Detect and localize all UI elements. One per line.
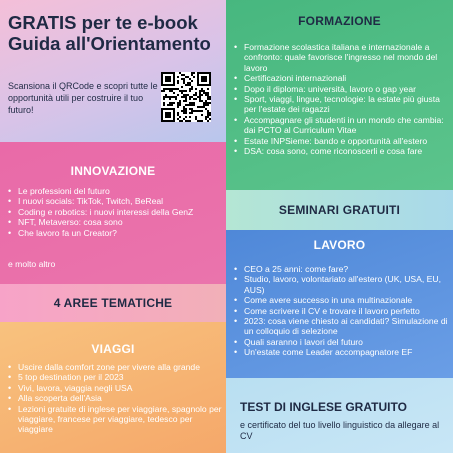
- test-title: TEST DI INGLESE GRATUITO: [240, 400, 407, 414]
- list-item: • Sport, viaggi, lingue, tecnologie: la estate più giusta per l'estate dei ragazzi: [234, 94, 452, 115]
- seminari-banner: [226, 190, 453, 230]
- list-item: • Lezioni gratuite di inglese per viaggiare, spagnolo per viaggiare, francese per viaggiare, tedesco per viaggiare: [8, 404, 223, 435]
- list-item: • Dopo il diploma: università, lavoro o gap year: [234, 84, 452, 94]
- list-item: • Come avere successo in una multinazionale: [234, 295, 452, 305]
- formazione-list: [234, 42, 452, 156]
- list-item: • DSA: cosa sono, come riconoscerli e cosa fare: [234, 146, 452, 156]
- formazione-panel: [226, 0, 453, 190]
- list-item: • Formazione scolastica italiana e internazionale a confronto: quale favorisce l'ingresso nel mondo del lavoro: [234, 42, 452, 73]
- list-item: • Studio, lavoro, volontariato all'estero (UK, USA, EU, AUS): [234, 274, 452, 295]
- innovazione-title: INNOVAZIONE: [70, 164, 156, 178]
- list-item: • Estate INPSieme: bando e opportunità all'estero: [234, 136, 452, 146]
- lavoro-title: LAVORO: [313, 238, 366, 252]
- list-item: • Accompagnare gli studenti in un mondo che cambia: dai PCTO al Curriculum Vitae: [234, 115, 452, 136]
- list-item: • Uscire dalla comfort zone per vivere alla grande: [8, 362, 223, 372]
- viaggi-panel: [0, 322, 226, 453]
- innovazione-panel: [0, 142, 226, 284]
- aree-tematiche-title: 4 AREE TEMATICHE: [53, 296, 173, 310]
- list-item: • 2023: cosa viene chiesto ai candidati? Simulazione di un colloquio di selezione: [234, 316, 452, 337]
- list-item: • Un'estate come Leader accompagnatore EF: [234, 347, 452, 357]
- list-item: • Che lavoro fa un Creator?: [8, 228, 223, 238]
- list-item: • Certificazioni internazionali: [234, 73, 452, 83]
- ebook-title: GRATIS per te e-book Guida all'Orientamento: [8, 12, 211, 54]
- aree-tematiche-banner: [0, 284, 226, 322]
- list-item: • Le professioni del futuro: [8, 186, 223, 196]
- formazione-title: FORMAZIONE: [298, 14, 381, 28]
- ebook-description: Scansiona il QRCode e scopri tutte le opportunità utili per costruire il tuo futuro!: [8, 81, 158, 115]
- innovazione-extra: e molto altro: [8, 259, 56, 269]
- list-item: • I nuovi socials: TikTok, Twitch, BeReal: [8, 196, 223, 206]
- viaggi-title: VIAGGI: [91, 342, 135, 356]
- list-item: • Alla scoperta dell'Asia: [8, 393, 223, 403]
- list-item: • NFT, Metaverso: cosa sono: [8, 217, 223, 227]
- list-item: • Coding e robotics: i nuovi interessi della GenZ: [8, 207, 223, 217]
- list-item: • 5 top destination per il 2023: [8, 372, 223, 382]
- list-item: • Come scrivere il CV e trovare il lavoro perfetto: [234, 306, 452, 316]
- ebook-promo-panel: [0, 0, 226, 142]
- qr-code-icon[interactable]: [161, 72, 211, 122]
- seminari-title: SEMINARI GRATUITI: [278, 203, 401, 217]
- lavoro-list: [234, 264, 452, 358]
- innovazione-list: [8, 186, 223, 238]
- viaggi-list: [8, 362, 223, 435]
- list-item: • CEO a 25 anni: come fare?: [234, 264, 452, 274]
- lavoro-panel: [226, 230, 453, 378]
- test-inglese-panel: [226, 378, 453, 453]
- list-item: • Quali saranno i lavori del futuro: [234, 337, 452, 347]
- list-item: • Vivi, lavora, viaggia negli USA: [8, 383, 223, 393]
- test-subtitle: e certificato del tuo livello linguistico da allegare al CV: [240, 420, 440, 441]
